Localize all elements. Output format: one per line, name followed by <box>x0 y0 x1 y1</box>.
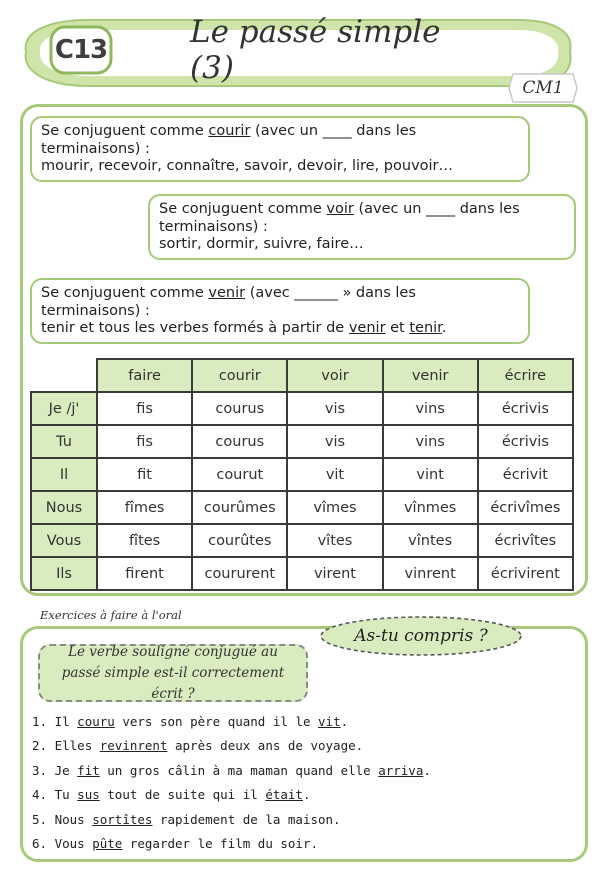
list-item <box>32 734 572 758</box>
item-text: Elles <box>47 738 100 754</box>
table-corner <box>31 359 97 392</box>
exercise-question: Le verbe souligné conjugué au passé simple est-il correctement écrit ? <box>38 644 308 702</box>
column-header: écrire <box>478 359 573 392</box>
rule-list-end: . <box>441 320 447 336</box>
item-text: tout de suite qui il <box>99 787 266 803</box>
rule-list-verb: venir <box>348 320 386 336</box>
rule-after: (avec un ____ dans les terminaisons) : <box>159 201 520 235</box>
rule-verb: voir <box>326 201 354 217</box>
underlined-verb: fit <box>77 762 100 778</box>
pronoun-cell: Vous <box>31 524 97 557</box>
table-row <box>31 425 573 458</box>
underlined-verb: arriva <box>378 762 424 778</box>
table-header-row <box>31 359 573 392</box>
rule-list-prefix: tenir et tous les verbes formés à partir de <box>41 320 349 336</box>
item-number: 3. <box>32 762 48 778</box>
badge-text: As-tu compris ? <box>354 626 488 646</box>
table-cell: virent <box>287 557 382 590</box>
item-text: Je <box>47 762 78 778</box>
table-cell: écrivîtes <box>478 524 573 557</box>
table-cell: vis <box>287 425 382 458</box>
pronoun-cell: Je /j' <box>31 392 97 425</box>
column-header: venir <box>383 359 478 392</box>
rule-verb: courir <box>208 123 251 139</box>
rule-intro: Se conjuguent comme <box>41 123 209 139</box>
table-cell: écrivîmes <box>478 491 573 524</box>
list-item <box>32 783 572 807</box>
underlined-verb: vit <box>318 714 341 729</box>
table-cell: coururent <box>192 557 287 590</box>
table-cell: courûtes <box>192 524 287 557</box>
underlined-verb: sus <box>77 787 100 803</box>
pronoun-cell: Il <box>31 458 97 491</box>
oral-exercises-label: Exercices à faire à l'oral <box>40 608 182 622</box>
exercise-list <box>32 710 572 856</box>
item-text: Il <box>47 714 78 729</box>
item-text: après deux ans de voyage. <box>167 738 364 754</box>
underlined-verb: sortîtes <box>92 811 153 827</box>
rule-list <box>41 320 519 338</box>
level-badge: CM1 <box>522 78 564 98</box>
table-cell: courut <box>192 458 287 491</box>
list-item <box>32 710 572 734</box>
rule-list-mid: et <box>385 320 410 336</box>
underlined-verb: revinrent <box>99 738 168 754</box>
rule-intro: Se conjuguent comme <box>159 201 327 217</box>
item-text: un gros câlin à ma maman quand elle <box>99 762 379 778</box>
page-title: Le passé simple (3) <box>190 14 441 86</box>
rule-courir <box>30 116 530 182</box>
underlined-verb: couru <box>77 714 115 729</box>
table-cell: courûmes <box>192 491 287 524</box>
column-header: courir <box>192 359 287 392</box>
table-cell: fit <box>97 458 192 491</box>
item-text: Nous <box>47 811 93 827</box>
item-number: 6. <box>32 835 48 851</box>
table-cell: vîmes <box>287 491 382 524</box>
rule-intro: Se conjuguent comme <box>41 285 209 301</box>
list-item <box>32 808 572 832</box>
item-number: 5. <box>32 811 48 827</box>
table-cell: vins <box>383 392 478 425</box>
pronoun-cell: Ils <box>31 557 97 590</box>
table-cell: courus <box>192 392 287 425</box>
table-cell: vîtes <box>287 524 382 557</box>
list-item <box>32 832 572 856</box>
item-text: . <box>302 787 311 803</box>
table-row <box>31 458 573 491</box>
item-text: . <box>423 762 431 778</box>
rule-list: mourir, recevoir, connaître, savoir, devoir, lire, pouvoir… <box>41 158 454 174</box>
table-row <box>31 557 573 590</box>
table-cell: fîmes <box>97 491 192 524</box>
rule-after: (avec ______ » dans les terminaisons) : <box>41 285 416 319</box>
rule-after: (avec un ____ dans les terminaisons) : <box>41 123 417 157</box>
table-cell: écrivirent <box>478 557 573 590</box>
pronoun-cell: Nous <box>31 491 97 524</box>
underlined-verb: pûte <box>92 835 123 851</box>
table-cell: vins <box>383 425 478 458</box>
table-cell: fis <box>97 392 192 425</box>
table-cell: vîntes <box>383 524 478 557</box>
table-cell: courus <box>192 425 287 458</box>
table-cell: vinrent <box>383 557 478 590</box>
column-header: voir <box>287 359 382 392</box>
item-number: 4. <box>32 787 48 803</box>
table-cell: vis <box>287 392 382 425</box>
item-text: rapidement de la maison. <box>152 811 341 827</box>
underlined-verb: était <box>265 787 303 803</box>
item-text: vers son père quand il le <box>114 714 319 729</box>
rule-verb: venir <box>208 285 246 301</box>
item-text: Vous <box>47 835 93 851</box>
rule-venir <box>30 278 530 344</box>
table-cell: écrivis <box>478 425 573 458</box>
item-number: 1. <box>32 714 48 729</box>
table-cell: écrivit <box>478 458 573 491</box>
item-text: Tu <box>47 787 78 803</box>
table-cell: fîtes <box>97 524 192 557</box>
item-number: 2. <box>32 738 48 754</box>
table-row <box>31 524 573 557</box>
table-cell: vînmes <box>383 491 478 524</box>
list-item <box>32 759 572 783</box>
item-text: regarder le film du soir. <box>122 835 318 851</box>
as-tu-compris-badge <box>318 614 524 658</box>
table-cell: écrivis <box>478 392 573 425</box>
item-text: . <box>340 714 349 729</box>
table-cell: firent <box>97 557 192 590</box>
rule-voir <box>148 194 576 260</box>
rule-list: sortir, dormir, suivre, faire… <box>159 236 364 252</box>
table-cell: fis <box>97 425 192 458</box>
table-row <box>31 491 573 524</box>
lesson-code: C13 <box>54 35 108 65</box>
rule-list-verb: tenir <box>409 320 442 336</box>
conjugation-table <box>30 358 574 591</box>
table-cell: vit <box>287 458 382 491</box>
table-row <box>31 392 573 425</box>
table-cell: vint <box>383 458 478 491</box>
column-header: faire <box>97 359 192 392</box>
pronoun-cell: Tu <box>31 425 97 458</box>
